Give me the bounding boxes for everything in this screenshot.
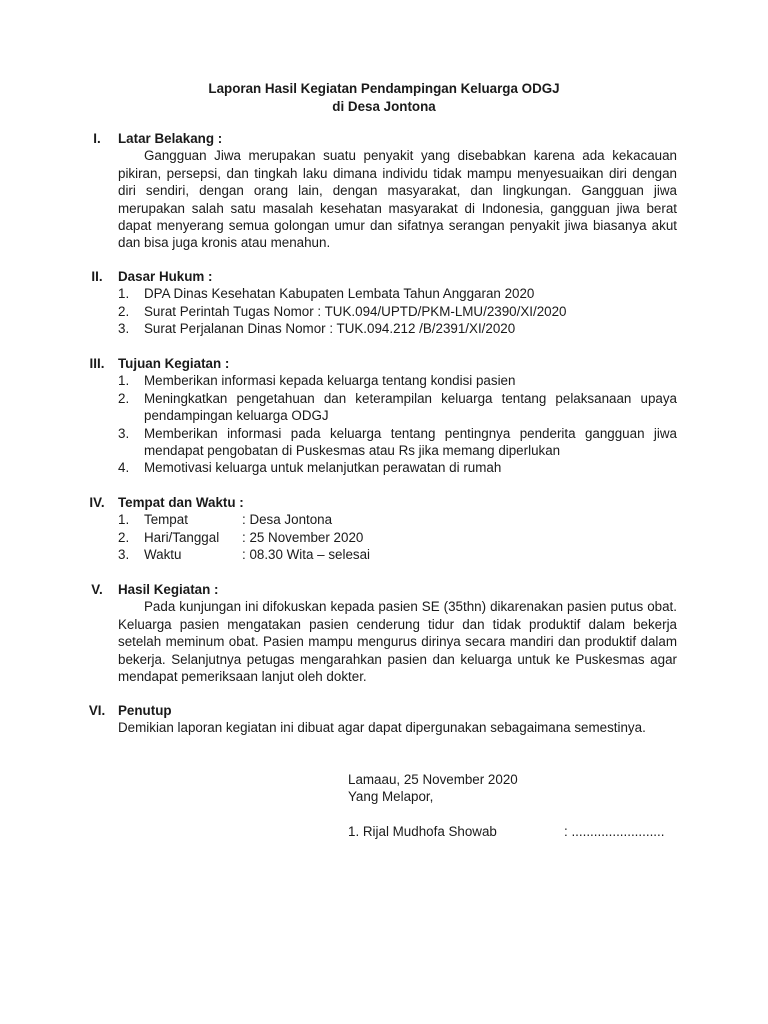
list-number: 2. xyxy=(118,529,130,545)
section-paragraph: Pada kunjungan ini difokuskan kepada pasien SE (35thn) dikarenakan pasien putus obat. Keluarga pasien mengatakan pasien cenderung tidur dan tidak produktif dalam bekerja setelah meminum obat. Pasien mampu mengurus dirinya secara mandiri dan produktif dalam bekerja. Selanjutnya petugas mengarahkan pasien dan keluarga untuk ke Puskesmas agar mendapat pemeriksaan lanjut oleh dokter. xyxy=(118,599,677,685)
field-label: Waktu xyxy=(144,547,182,563)
section-latar-belakang xyxy=(80,130,680,252)
reporter-label: Yang Melapor, xyxy=(348,789,434,805)
reporter-name: 1. Rijal Mudhofa Showab xyxy=(348,824,497,840)
list-item xyxy=(118,303,677,320)
list-number: 1. xyxy=(118,286,130,302)
list-number: 3. xyxy=(118,425,130,441)
section-number: IV. xyxy=(89,495,105,510)
list-text: Meningkatkan pengetahuan dan keterampilan keluarga tentang pelaksanaan upaya pendampingan keluarga ODGJ xyxy=(144,390,677,424)
section-paragraph: Demikian laporan kegiatan ini dibuat agar dapat dipergunakan sebagaimana semestinya. xyxy=(118,720,646,736)
signature-block xyxy=(348,771,680,841)
section-tempat-waktu xyxy=(80,494,680,564)
section-number: V. xyxy=(91,582,103,597)
section-number: III. xyxy=(89,356,105,371)
list-text: Surat Perjalanan Dinas Nomor : TUK.094.212 /B/2391/XI/2020 xyxy=(144,321,516,337)
section-penutup xyxy=(80,702,680,737)
list-number: 3. xyxy=(118,321,130,337)
field-value: : 25 November 2020 xyxy=(242,529,364,545)
list-item xyxy=(118,372,677,389)
list-text: Memberikan informasi kepada keluarga tentang kondisi pasien xyxy=(144,373,516,389)
list-text: Memberikan informasi pada keluarga tentang pentingnya penderita gangguan jiwa mendapat pengobatan di Puskesmas atau Rs jika memang diperlukan xyxy=(144,425,677,459)
section-number: I. xyxy=(93,131,101,146)
field-value: : Desa Jontona xyxy=(242,512,333,528)
field-label: Tempat xyxy=(144,512,188,528)
list-number: 1. xyxy=(118,512,130,528)
list-number: 1. xyxy=(118,373,130,389)
list-item xyxy=(118,459,677,476)
list-number: 4. xyxy=(118,460,130,476)
list-number: 2. xyxy=(118,390,130,406)
document-subtitle: di Desa Jontona xyxy=(332,99,436,114)
field-label: Hari/Tanggal xyxy=(144,529,220,545)
list-number: 2. xyxy=(118,303,130,319)
list-item xyxy=(118,511,677,528)
signature-line: : ......................... xyxy=(564,824,665,840)
reporter-row xyxy=(348,823,680,840)
place-date: Lamaau, 25 November 2020 xyxy=(348,772,518,787)
field-value: : 08.30 Wita – selesai xyxy=(242,547,371,563)
section-heading: Dasar Hukum : xyxy=(118,269,213,284)
list-item xyxy=(118,285,677,302)
section-heading: Tujuan Kegiatan : xyxy=(118,356,230,371)
list-number: 3. xyxy=(118,547,130,563)
section-hasil-kegiatan xyxy=(80,581,680,685)
list-item xyxy=(118,390,677,425)
list-text: Surat Perintah Tugas Nomor : TUK.094/UPTD/PKM-LMU/2390/XI/2020 xyxy=(144,303,567,319)
section-number: VI. xyxy=(88,703,106,718)
section-paragraph: Gangguan Jiwa merupakan suatu penyakit yang disebabkan karena ada kekacauan pikiran, persepsi, dan tingkah laku dimana individu tidak mampu menyesuaikan diri dengan diri sendiri, dengan orang lain, dengan masyarakat, dan lingkungan. Gangguan jiwa merupakan salah satu masalah kesehatan masyarakat di Indonesia, gangguan jiwa berat dapat menyerang semua golongan umur dan sifatnya serangan penyakit jiwa biasanya akut dan bisa juga kronis atau menahun. xyxy=(118,148,677,251)
document-title: Laporan Hasil Kegiatan Pendampingan Keluarga ODGJ xyxy=(208,81,560,96)
section-dasar-hukum xyxy=(80,268,680,338)
list-item xyxy=(118,320,677,337)
list-item xyxy=(118,546,677,563)
section-heading: Latar Belakang : xyxy=(118,131,223,146)
list-text: DPA Dinas Kesehatan Kabupaten Lembata Tahun Anggaran 2020 xyxy=(144,286,535,302)
section-heading: Tempat dan Waktu : xyxy=(118,495,244,510)
section-tujuan-kegiatan xyxy=(80,355,680,477)
list-text: Memotivasi keluarga untuk melanjutkan perawatan di rumah xyxy=(144,460,502,476)
list-item xyxy=(118,425,677,460)
list-item xyxy=(118,529,677,546)
section-number: II. xyxy=(91,269,103,284)
section-heading: Penutup xyxy=(118,703,172,718)
section-heading: Hasil Kegiatan : xyxy=(118,582,219,597)
